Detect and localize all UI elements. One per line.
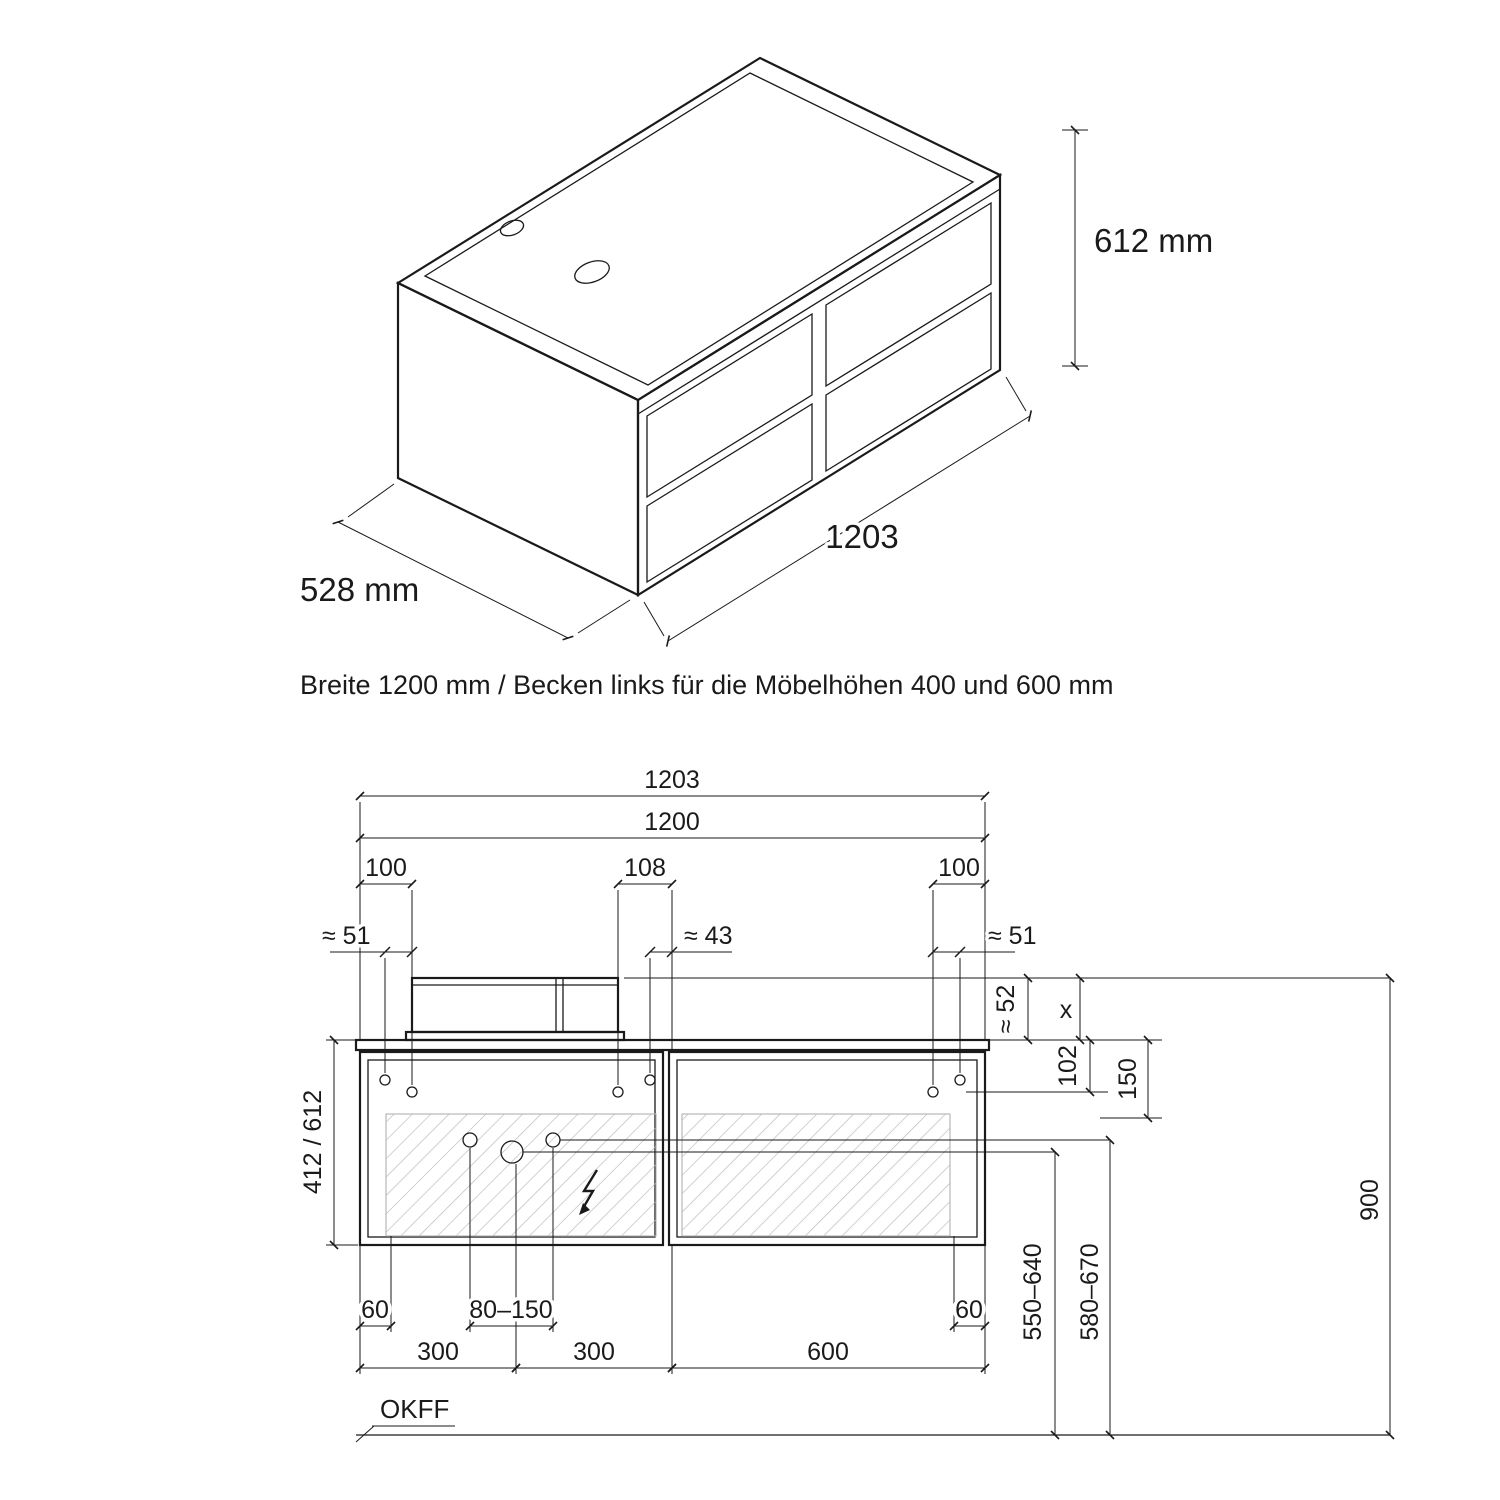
- dim-cabinet-height: 412 / 612: [299, 1089, 327, 1195]
- countertop-inner-edge: [425, 73, 973, 385]
- dim-580-670: 580–670: [1076, 1243, 1104, 1341]
- iso-depth-dimension: [300, 484, 630, 638]
- caption-text: Breite 1200 mm / Becken links für die Möbelhöhen 400 und 600 mm: [300, 670, 1114, 700]
- dim-approx-center: ≈ 43: [684, 922, 733, 950]
- drawer-front: [647, 404, 812, 582]
- dim-60-left: 60: [361, 1296, 389, 1324]
- drawer-front: [826, 203, 991, 386]
- dim-150: 150: [1114, 1058, 1142, 1100]
- dim-102: 102: [1054, 1045, 1082, 1087]
- iso-height-dimension: [1062, 130, 1213, 366]
- dim-900: 900: [1356, 1179, 1384, 1221]
- dim-x: x: [1059, 996, 1073, 1024]
- dim-300-right: 300: [573, 1338, 615, 1366]
- dim-80-150: 80–150: [469, 1296, 553, 1324]
- okff-label: OKFF: [380, 1394, 450, 1424]
- dimension-labels: [299, 766, 1384, 1366]
- front-elevation: [299, 766, 1390, 1442]
- cabinet-front-face: [638, 175, 1000, 595]
- dim-offset-center: 108: [624, 854, 666, 882]
- hatch-left: [386, 1114, 656, 1236]
- mounting-points: [380, 1075, 965, 1097]
- dim-offset-right: 100: [938, 854, 980, 882]
- dim-approx-right: ≈ 51: [988, 922, 1037, 950]
- washbasin: [406, 978, 624, 1040]
- dim-body-width: 1200: [644, 808, 700, 836]
- drawer-front: [826, 293, 991, 471]
- cabinet-top-face: [398, 58, 1000, 400]
- dim-600: 600: [807, 1338, 849, 1366]
- dim-offset-left: 100: [365, 854, 407, 882]
- hatch-right: [682, 1114, 950, 1236]
- dim-550-640: 550–640: [1019, 1243, 1047, 1341]
- cabinet-left-face: [398, 283, 638, 595]
- iso-width-label: 1203: [825, 518, 899, 555]
- drawer-front: [647, 314, 812, 497]
- dim-overall-width: 1203: [644, 766, 700, 794]
- isometric-view: [300, 58, 1213, 641]
- iso-height-label: 612 mm: [1094, 222, 1214, 259]
- dim-approx-left: ≈ 51: [322, 922, 371, 950]
- floor-reference: [356, 1394, 1390, 1442]
- dim-60-right: 60: [955, 1296, 983, 1324]
- drain-hole: [572, 256, 613, 287]
- iso-depth-label: 528 mm: [300, 571, 420, 608]
- counter-edge-line: [638, 189, 1000, 414]
- iso-width-dimension: [644, 377, 1030, 641]
- extension-lines: [326, 802, 1390, 1374]
- dim-approx-side: ≈ 52: [992, 984, 1020, 1034]
- dim-300-left: 300: [417, 1338, 459, 1366]
